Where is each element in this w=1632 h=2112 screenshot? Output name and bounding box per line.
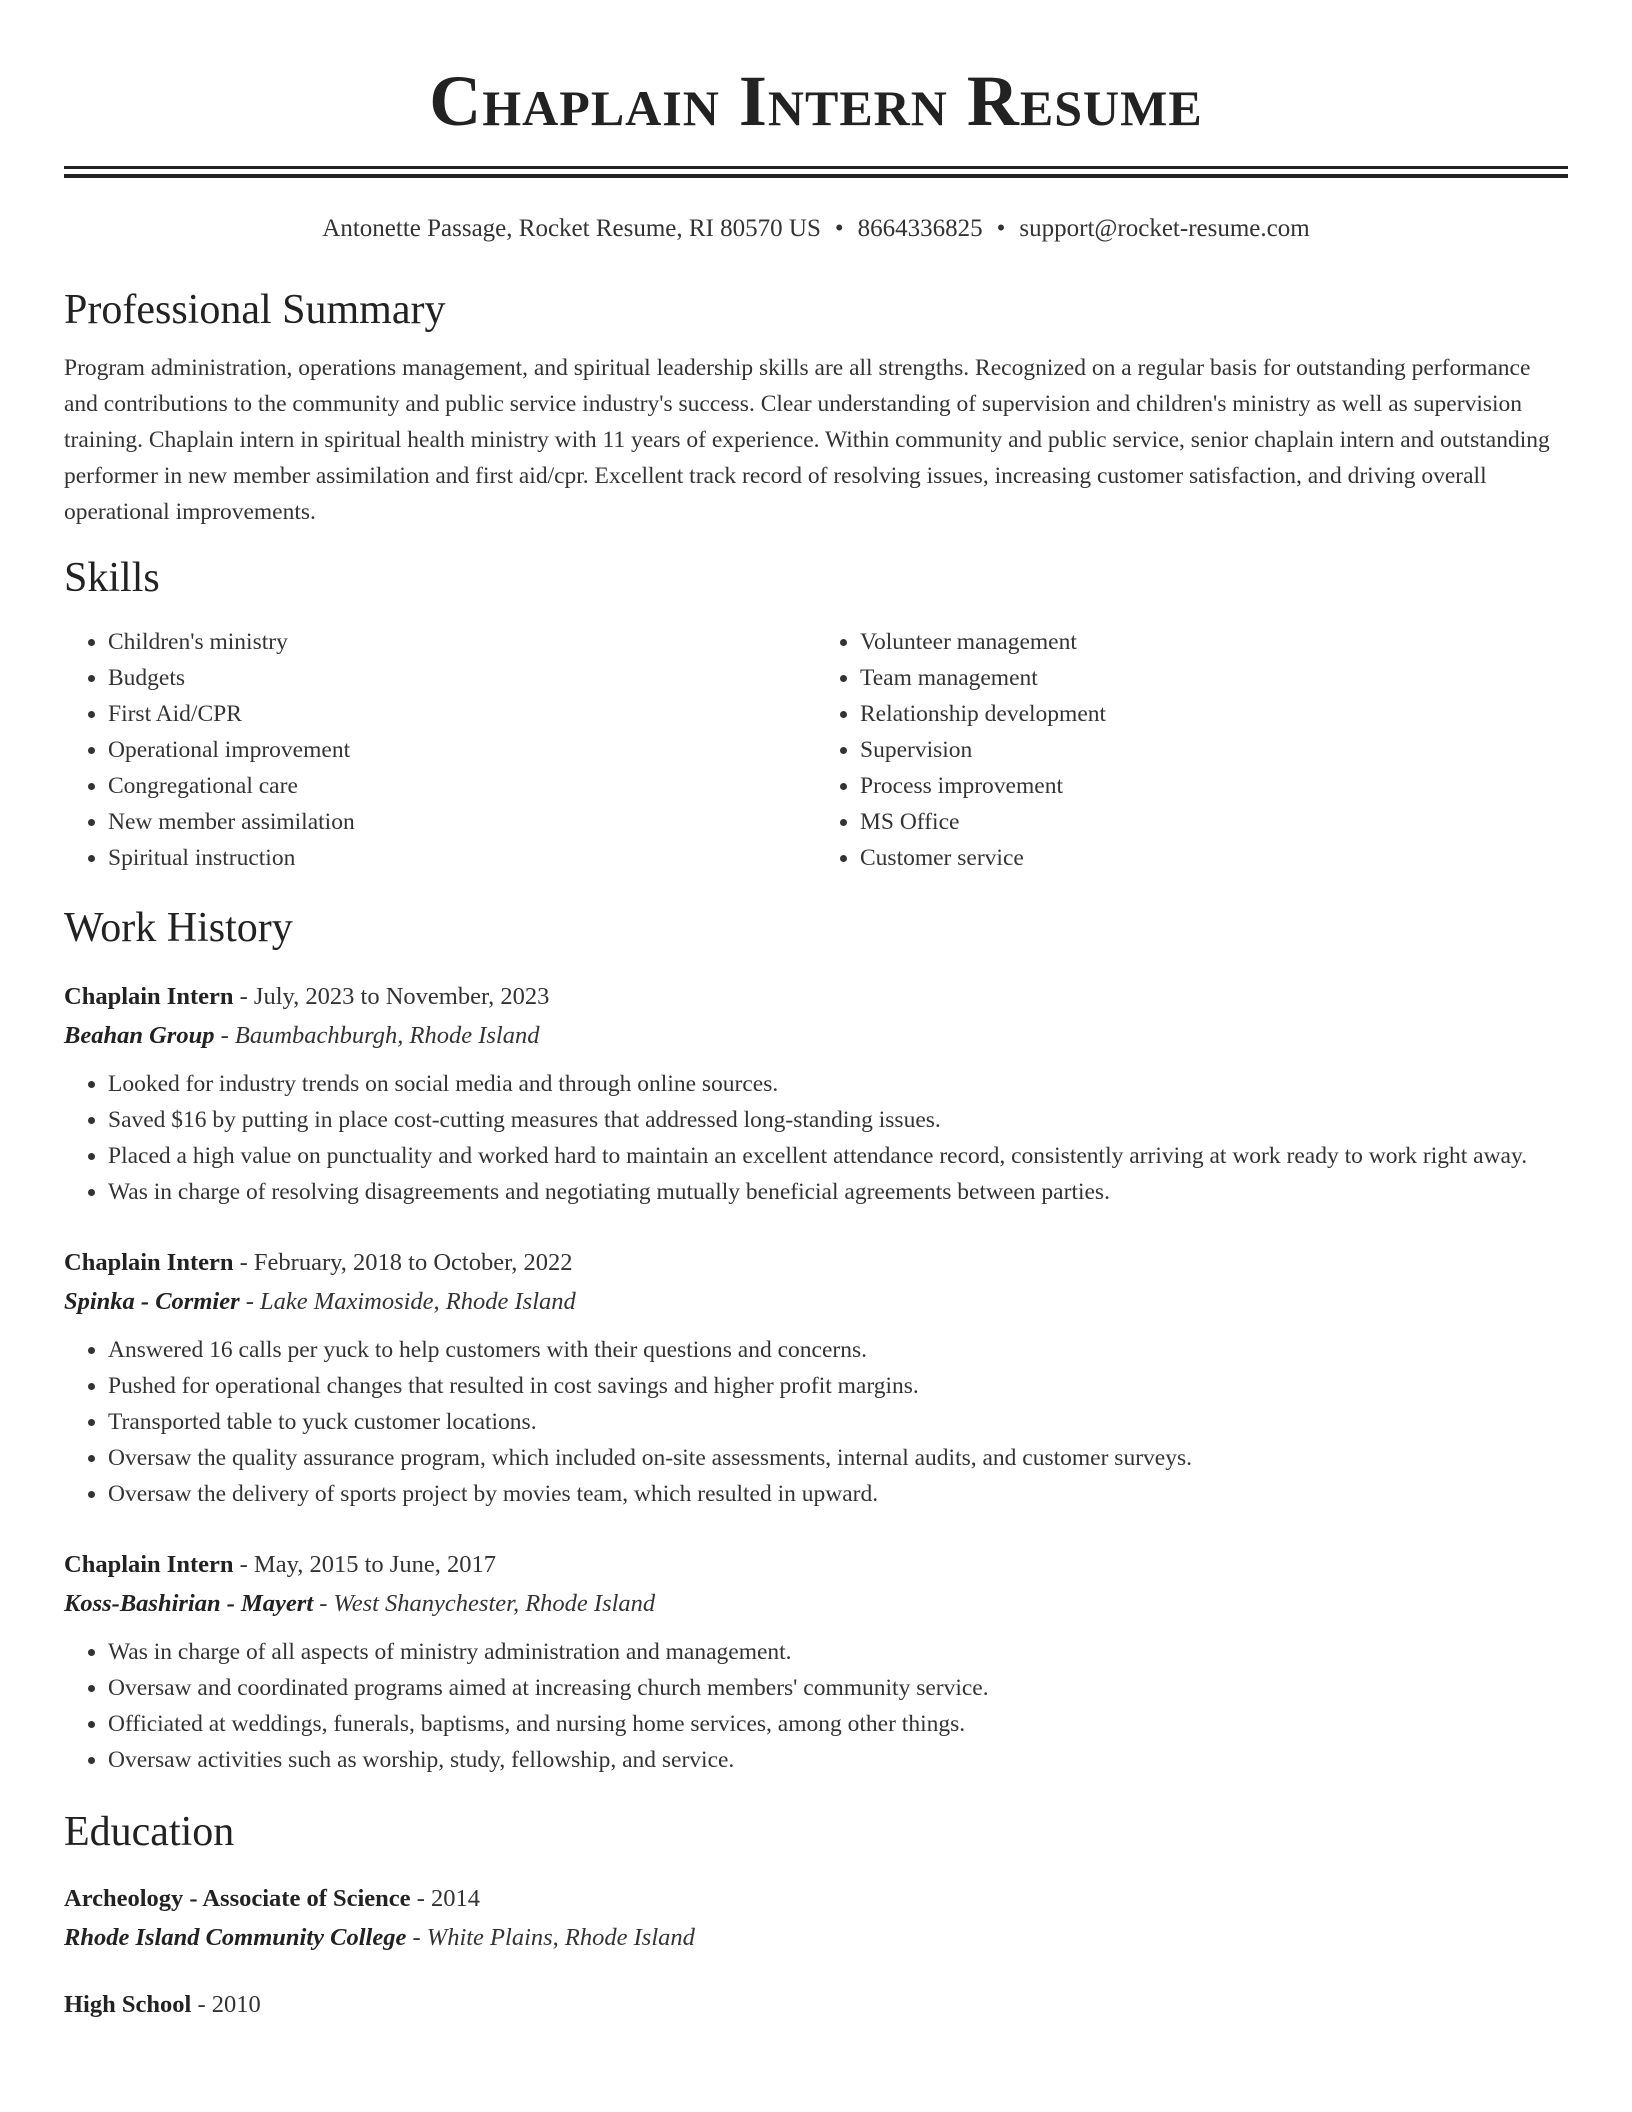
contact-address: Antonette Passage, Rocket Resume, RI 80570 US — [322, 215, 821, 242]
contact-phone: 8664336825 — [857, 215, 983, 242]
skill-item: • Children's ministry — [108, 624, 816, 660]
skill-item: • Volunteer management — [860, 624, 1568, 660]
skills-column-left — [64, 624, 816, 876]
job-title: Chaplain Intern — [64, 1249, 234, 1276]
job-bullets — [64, 1066, 1568, 1210]
employer-location: - Lake Maximoside, Rhode Island — [239, 1288, 576, 1315]
degree-line — [64, 1986, 1568, 2024]
degree-year: - 2010 — [191, 1991, 261, 2018]
job-title: Chaplain Intern — [64, 1551, 234, 1578]
skill-item: • Congregational care — [108, 768, 816, 804]
job-bullet: • Was in charge of resolving disagreements and negotiating mutually beneficial agreements between parties. — [108, 1174, 1568, 1210]
job-entry — [64, 978, 1568, 1210]
school-name: Rhode Island Community College — [64, 1924, 407, 1951]
job-title-line — [64, 1244, 1568, 1282]
skill-item: • Customer service — [860, 840, 1568, 876]
contact-line — [64, 212, 1568, 246]
summary-text: Program administration, operations management, and spiritual leadership skills are all strengths. Recognized on a regular basis for outstanding performance and contributions to the community and public service industry's success. Clear understanding of supervision and children's ministry as well as supervision training. Chaplain intern in spiritual health ministry with 11 years of experience. Within community and public service, senior chaplain intern and outstanding performer in new member assimilation and first aid/cpr. Excellent track record of resolving issues, increasing customer satisfaction, and driving overall operational improvements. — [64, 355, 1550, 525]
job-bullets — [64, 1634, 1568, 1778]
skills-list — [64, 624, 1568, 876]
education-entry — [64, 1986, 1568, 2024]
employer-line — [64, 1282, 1568, 1322]
skill-item: • New member assimilation — [108, 804, 816, 840]
title-divider-bottom — [64, 174, 1568, 178]
school-location: - White Plains, Rhode Island — [406, 1924, 695, 1951]
contact-separator: • — [996, 215, 1006, 242]
skills-column-right — [816, 624, 1568, 876]
employer-location: - Baumbachburgh, Rhode Island — [214, 1022, 540, 1049]
degree-name: Archeology - Associate of Science — [64, 1885, 411, 1912]
skill-item: • Spiritual instruction — [108, 840, 816, 876]
job-bullet: • Saved $16 by putting in place cost-cutting measures that addressed long-standing issues. — [108, 1102, 1568, 1138]
skills-heading: Skills — [64, 555, 160, 601]
employer-name: Koss-Bashirian - Mayert — [64, 1590, 314, 1617]
job-bullet: • Oversaw the quality assurance program, which included on-site assessments, internal audits, and customer surveys. — [108, 1440, 1568, 1476]
work-history-heading: Work History — [64, 905, 293, 951]
job-bullet: • Officiated at weddings, funerals, baptisms, and nursing home services, among other things. — [108, 1706, 1568, 1742]
job-bullet: • Oversaw and coordinated programs aimed at increasing church members' community service. — [108, 1670, 1568, 1706]
job-entry — [64, 1244, 1568, 1512]
job-dates: - July, 2023 to November, 2023 — [233, 983, 550, 1010]
skill-item: • First Aid/CPR — [108, 696, 816, 732]
skill-item: • Operational improvement — [108, 732, 816, 768]
skill-item: • Process improvement — [860, 768, 1568, 804]
school-line — [64, 1918, 1568, 1958]
resume-title: Chaplain Intern Resume — [429, 61, 1203, 141]
employer-name: Beahan Group — [64, 1022, 215, 1049]
skill-item: • Relationship development — [860, 696, 1568, 732]
title-divider-top — [64, 166, 1568, 169]
job-dates: - May, 2015 to June, 2017 — [233, 1551, 496, 1578]
degree-name: High School — [64, 1991, 192, 2018]
job-bullet: • Pushed for operational changes that resulted in cost savings and higher profit margins. — [108, 1368, 1568, 1404]
job-title: Chaplain Intern — [64, 983, 234, 1010]
job-dates: - February, 2018 to October, 2022 — [233, 1249, 573, 1276]
skill-item: • MS Office — [860, 804, 1568, 840]
degree-year: - 2014 — [410, 1885, 480, 1912]
employer-name: Spinka - Cormier — [64, 1288, 240, 1315]
employer-line — [64, 1016, 1568, 1056]
skill-item: • Supervision — [860, 732, 1568, 768]
education-entry — [64, 1880, 1568, 1958]
job-bullet: • Answered 16 calls per yuck to help customers with their questions and concerns. — [108, 1332, 1568, 1368]
skill-item: • Team management — [860, 660, 1568, 696]
job-bullet: • Oversaw the delivery of sports project by movies team, which resulted in upward. — [108, 1476, 1568, 1512]
job-entry — [64, 1546, 1568, 1778]
job-title-line — [64, 1546, 1568, 1584]
degree-line — [64, 1880, 1568, 1918]
job-bullet: • Oversaw activities such as worship, study, fellowship, and service. — [108, 1742, 1568, 1778]
employer-location: - West Shanychester, Rhode Island — [313, 1590, 656, 1617]
contact-separator: • — [834, 215, 844, 242]
education-heading: Education — [64, 1809, 235, 1855]
job-bullet: • Placed a high value on punctuality and worked hard to maintain an excellent attendance record, consistently arriving at work ready to work right away. — [108, 1138, 1568, 1174]
job-bullets — [64, 1332, 1568, 1512]
summary-heading: Professional Summary — [64, 287, 446, 333]
job-title-line — [64, 978, 1568, 1016]
job-bullet: • Was in charge of all aspects of ministry administration and management. — [108, 1634, 1568, 1670]
skill-item: • Budgets — [108, 660, 816, 696]
contact-email: support@rocket-resume.com — [1019, 215, 1310, 242]
employer-line — [64, 1584, 1568, 1624]
job-bullet: • Looked for industry trends on social media and through online sources. — [108, 1066, 1568, 1102]
job-bullet: • Transported table to yuck customer locations. — [108, 1404, 1568, 1440]
